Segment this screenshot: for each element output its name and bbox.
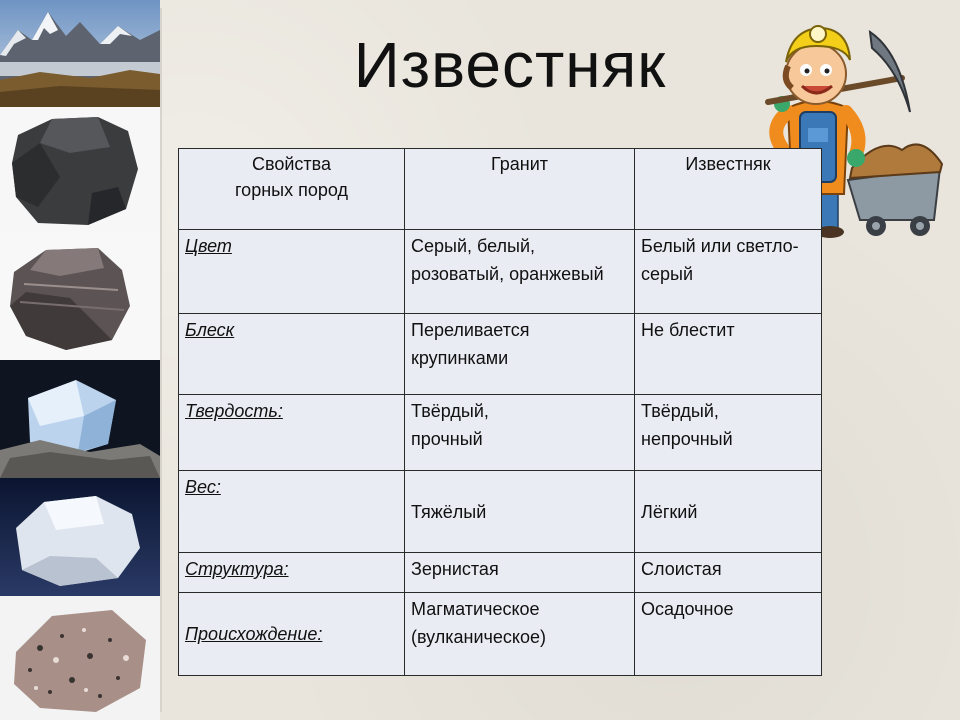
table-row — [179, 471, 822, 553]
table-row — [179, 314, 822, 395]
limestone-cell: Лёгкий — [635, 471, 822, 553]
property-cell: Структура: — [179, 553, 405, 593]
header-properties: Свойства горных пород — [179, 149, 405, 230]
granite-cell: Магматическое (вулканическое) — [405, 593, 635, 676]
page-title: Известняк — [353, 29, 667, 101]
mountain-photo — [0, 0, 160, 107]
property-cell: Цвет — [179, 230, 405, 314]
granite-cell: Серый, белый, розоватый, оранжевый — [405, 230, 635, 314]
granite-cell: Тяжёлый — [405, 471, 635, 553]
property-cell: Происхождение: — [179, 593, 405, 676]
granite-rock-photo — [0, 596, 160, 720]
limestone-cell: Осадочное — [635, 593, 822, 676]
table-row — [179, 553, 822, 593]
table-row — [179, 395, 822, 471]
limestone-cell: Твёрдый, непрочный — [635, 395, 822, 471]
white-marble-rock-photo — [0, 478, 160, 596]
properties-table — [178, 148, 822, 676]
header-granite: Гранит — [405, 149, 635, 230]
granite-cell: Зернистая — [405, 553, 635, 593]
limestone-cell: Не блестит — [635, 314, 822, 395]
calcite-crystal-photo — [0, 360, 160, 478]
divider — [160, 8, 162, 712]
table-row — [179, 230, 822, 314]
granite-cell: Переливается крупинками — [405, 314, 635, 395]
table-header-row — [179, 149, 822, 230]
limestone-cell: Белый или светло-серый — [635, 230, 822, 314]
table-row — [179, 593, 822, 676]
property-cell: Твердость: — [179, 395, 405, 471]
grey-layered-rock-photo — [0, 232, 160, 360]
dark-rock-photo — [0, 107, 160, 232]
granite-cell: Твёрдый, прочный — [405, 395, 635, 471]
property-cell: Блеск — [179, 314, 405, 395]
property-cell: Вес: — [179, 471, 405, 553]
limestone-cell: Слоистая — [635, 553, 822, 593]
header-limestone: Известняк — [635, 149, 822, 230]
